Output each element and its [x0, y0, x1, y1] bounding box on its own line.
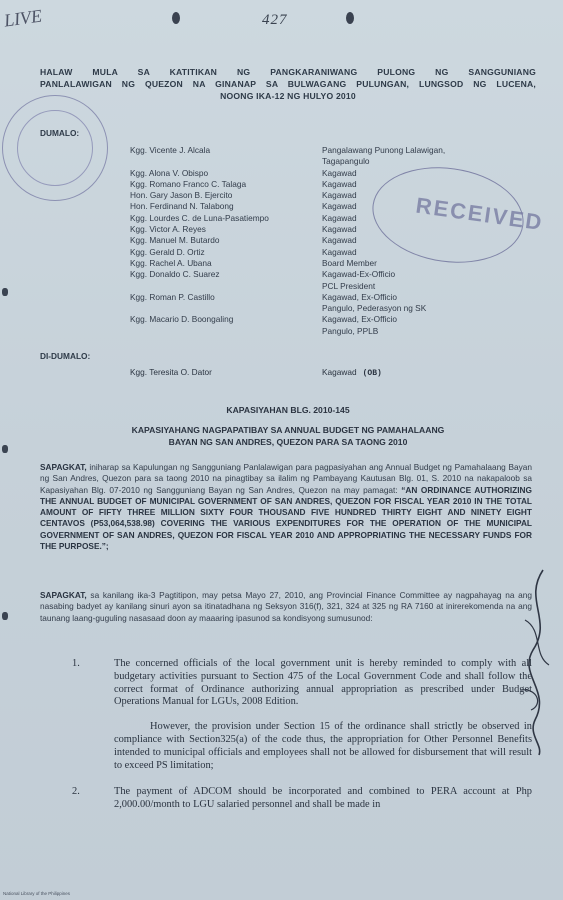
attendee-row [130, 269, 520, 280]
attendee-name [130, 156, 322, 167]
attendee-name: Kgg. Vicente J. Alcala [130, 145, 211, 155]
resolution-subtitle-line-2: BAYAN NG SAN ANDRES, QUEZON PARA SA TAONG 2010 [168, 436, 408, 447]
condition-item-1 [72, 658, 532, 772]
attendee-position: Kagawad [322, 224, 357, 235]
attendee-row [130, 292, 520, 303]
whereas-paragraph-1 [40, 462, 532, 552]
attendee-position: Board Member [322, 257, 377, 268]
attendee-name [130, 326, 322, 337]
attendee-name: Kgg. Macario D. Boongaling [130, 314, 234, 325]
corner-handwritten-note: LIVE [2, 5, 44, 31]
attendee-row [130, 326, 520, 337]
header-line-2: PANLALAWIGAN NG QUEZON NA GINANAP SA BULWAGANG PULUNGAN, LUNGSOD NG LUCENA, [40, 79, 536, 89]
attendee-name: Kgg. Gerald D. Ortiz [130, 246, 205, 257]
item-text: The concerned officials of the local government unit is hereby reminded to comply with all budgetary activities pursuant to Section 475 of the Local Government Code and shall follow the correct format of Ordinance authorizing annual appropriation as prescribed under Budget Operations Manual for LGUs, 2008 Edition. [114, 658, 532, 708]
attendee-position: Kagawad [322, 201, 357, 212]
absent-label: DI-DUMALO: [40, 351, 91, 361]
attendee-position: Kagawad [322, 178, 357, 189]
attendee-name: Kgg. Rachel A. Ubana [130, 257, 212, 268]
item-text: The payment of ADCOM should be incorporated and combined to PERA account at Php 2,000.00/month to LGU salaried personnel and shall be made in [114, 786, 532, 811]
attendee-name: Kgg. Alona V. Obispo [130, 167, 209, 178]
handwritten-signature [513, 560, 561, 760]
item-continuation: However, the provision under Section 15 of the ordinance shall strictly be observed in compliance with Section325(a) of the code thus, the appropriation for Other Personnel Benefits intended to municipal officials and employees shall not be allowed for disbursement that will result to exceed PS limitation; [114, 721, 532, 771]
header-line-3: NOONG IKA-12 NG HULYO 2010 [220, 91, 356, 101]
attendee-name: Kgg. Victor A. Reyes [130, 224, 206, 235]
whereas-paragraph-2 [40, 590, 532, 624]
paragraph-text: sa kanilang ika-3 Pagtitipon, may petsa Mayo 27, 2010, ang Provincial Finance Committee ay nagpahayag na ang nasabing badyet ay kanilang sinuri ayon sa itinatadhana ng Seksyon 316(f), 321, 324 at 325 ng RA 7160 at inirerekomenda na ang taunang laang-guguling nasasaad doon ay maaaring ipasunod sa kondisyong sumusunod: [40, 590, 532, 623]
resolution-title: KAPASIYAHAN BLG. 2010-145 [226, 405, 350, 415]
attendee-row [130, 156, 520, 167]
attendee-row [130, 145, 520, 156]
header-line-1: HALAW MULA SA KATITIKAN NG PANGKARANIWANG PULONG NG SANGGUNIANG [40, 67, 536, 77]
whereas-lead: SAPAGKAT, [40, 590, 87, 600]
attendee-name [130, 281, 322, 292]
page-number: 427 [262, 12, 288, 28]
attendee-position: Kagawad-Ex-Officio [322, 269, 396, 280]
attendee-position: Pangulo, PPLB [322, 325, 379, 336]
present-label: DUMALO: [40, 128, 80, 138]
margin-mark [2, 612, 8, 620]
attendee-position: Kagawad, Ex-Officio [322, 291, 398, 302]
attendee-row [130, 281, 520, 292]
absent-note: (OB) [362, 369, 382, 378]
margin-mark [2, 445, 8, 453]
absent-name: Kgg. Teresita O. Dator [130, 367, 212, 377]
footer-source: National Library of the Philippines [3, 891, 71, 896]
attendee-name [130, 303, 322, 314]
attendee-position: Pangalawang Punong Lalawigan, [322, 145, 446, 155]
attendee-name: Hon. Gary Jason B. Ejercito [130, 190, 233, 201]
item-number: 1. [72, 658, 80, 669]
absent-position-cell [322, 367, 520, 378]
absent-position: Kagawad [322, 367, 357, 377]
attendee-row [130, 314, 520, 325]
attendee-position: Kagawad [322, 235, 357, 246]
attendee-position: Kagawad [322, 212, 357, 223]
whereas-lead: SAPAGKAT, [40, 462, 87, 472]
attendee-position: Tagapangulo [322, 156, 370, 167]
attendee-position: PCL President [322, 280, 376, 291]
attendee-position: Kagawad [322, 190, 357, 201]
attendee-position: Pangulo, Pederasyon ng SK [322, 303, 427, 314]
ordinance-title: “AN ORDINANCE AUTHORIZING THE ANNUAL BUDGET OF MUNICIPAL GOVERNMENT OF SAN ANDRES, QUEZON FOR FISCAL YEAR 2010 IN THE TOTAL AMOUNT OF FIFTY THREE MILLION SIXTY FOUR THOUSAND FIVE HUNDRED THIRTY EIGHT AND NINETY EIGHT CENTAVOS (P53,064,538.98) COVERING THE VARIOUS EXPENDITURES FOR THE OPERATION OF THE MUNICIPAL GOVERNMENT OF SAN ANDRES, QUEZON FOR FISCAL YEAR 2010 AND APPROPRIATING THE NECESSARY FUNDS FOR THE PURPOSE.”; [40, 484, 532, 552]
attendee-position: Kagawad, Ex-Officio [322, 314, 398, 325]
attendee-row [130, 303, 520, 314]
attendee-name: Kgg. Roman P. Castillo [130, 291, 215, 302]
resolution-subtitle-line-1: KAPASIYAHANG NAGPAPATIBAY SA ANNUAL BUDGET NG PAMAHALAANG [131, 425, 445, 435]
absent-row [130, 367, 520, 378]
attendee-position: Kagawad [322, 246, 357, 257]
attendee-name: Kgg. Romano Franco C. Talaga [130, 178, 247, 189]
margin-mark [2, 288, 8, 296]
document-header [40, 66, 536, 102]
resolution-subtitle [60, 425, 516, 448]
paragraph-text: iniharap sa Kapulungan ng Sangguniang Panlalawigan para pagpasiyahan ang Annual Budget ng Pamahalaang Bayan ng San Andres, Quezon para sa taong 2010 na pinagtibay sa ilalim ng Pambayang Kautusan Blg. 01, S. 2010 na nakapaloob sa Kapasiyahan Blg. 07-2010 ng Sangguniang Bayan ng San Andres, Quezon na may pamagat: [40, 462, 532, 495]
attendee-name: Kgg. Lourdes C. de Luna-Pasatiempo [130, 212, 269, 223]
punch-hole [172, 12, 180, 24]
attendee-name: Hon. Ferdinand N. Talabong [130, 201, 234, 212]
absent-list [130, 367, 520, 378]
attendee-name: Kgg. Manuel M. Butardo [130, 235, 220, 246]
attendee-position: Kagawad [322, 167, 357, 178]
conditions-list [72, 658, 532, 812]
attendee-name: Kgg. Donaldo C. Suarez [130, 269, 220, 280]
received-stamp-text: RECEIVED [414, 192, 546, 236]
item-number: 2. [72, 786, 80, 798]
condition-item-2 [72, 786, 532, 812]
punch-hole [346, 12, 354, 24]
official-seal-stamp [2, 95, 108, 201]
